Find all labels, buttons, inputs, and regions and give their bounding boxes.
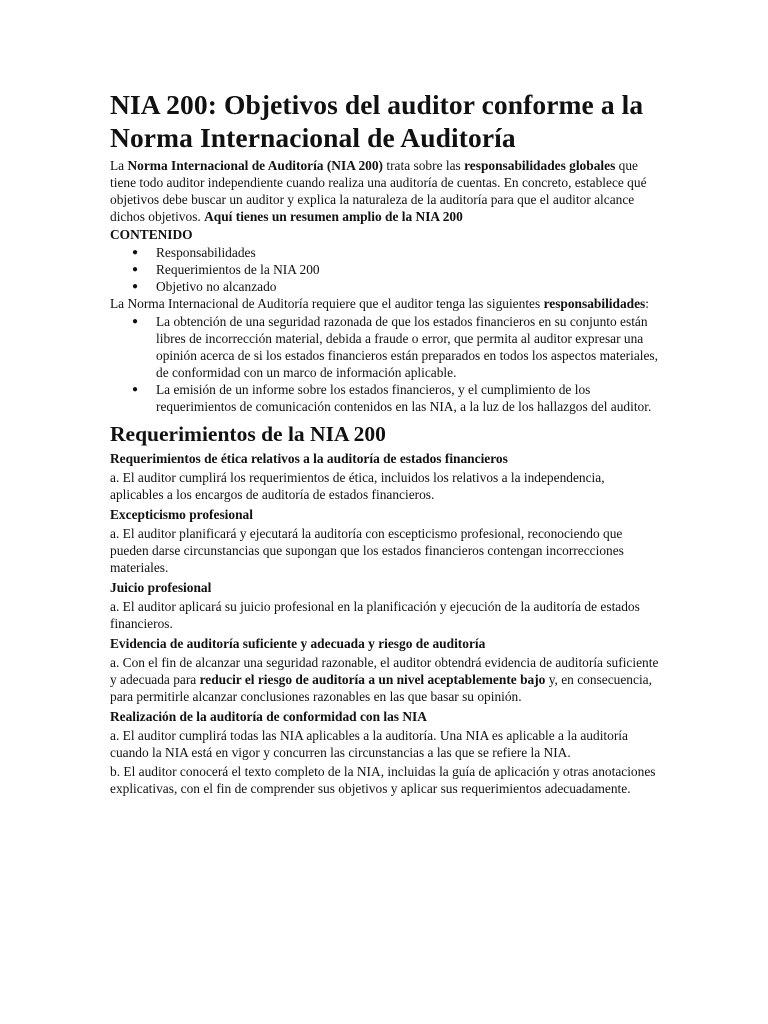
paragraph-realizacion-b: b. El auditor conocerá el texto completo de la NIA, incluidas la guía de aplicación y otras anotaciones explicativas, con el fin de comprender sus objetivos y aplicar sus requerimientos adecuadamente. [110, 764, 656, 796]
subheading-escepticismo: Excepticismo profesional [110, 507, 253, 522]
intro-bold-responsabilidades: responsabilidades globales [464, 158, 616, 173]
subheading-juicio: Juicio profesional [110, 580, 212, 595]
paragraph-etica: a. El auditor cumplirá los requerimientos de ética, incluidos los relativos a la independencia, aplicables a los encargos de auditoría de estados financieros. [110, 470, 605, 502]
bullet-icon: ● [132, 264, 139, 275]
paragraph-escepticismo: a. El auditor planificará y ejecutará la auditoría con escepticismo profesional, reconociendo que pueden darse circunstancias que supongan que los estados financieros contengan incorrecciones materiales. [110, 526, 624, 575]
page-title: NIA 200: Objetivos del auditor conforme a la Norma Internacional de Auditoría [110, 89, 644, 153]
responsabilidades-intro: La Norma Internacional de Auditoría requiere que el auditor tenga las siguientes responsabilidades: [110, 296, 650, 311]
intro-text-2: trata sobre las [383, 158, 465, 173]
paragraph-juicio: a. El auditor aplicará su juicio profesional en la planificación y ejecución de la auditoría de estados financieros. [110, 599, 640, 631]
bold-reducir-riesgo: reducir el riesgo de auditoría a un nivel aceptablemente bajo [199, 672, 546, 687]
paragraph-evidencia: a. Con el fin de alcanzar una seguridad razonable, el auditor obtendrá evidencia de auditoría suficiente y adecuada para reducir el riesgo de auditoría a un nivel aceptablemente bajo y, en consecuencia, para permitirle alcanzar conclusiones razonables en las que basar su opinión. [110, 655, 659, 704]
contenido-item[interactable]: ● Objetivo no alcanzado [132, 279, 277, 294]
subheading-evidencia: Evidencia de auditoría suficiente y adecuada y riesgo de auditoría [110, 636, 486, 651]
paragraph-realizacion-a: a. El auditor cumplirá todas las NIA aplicables a la auditoría. Una NIA es aplicable a la auditoría cuando la NIA está en vigor y concurren las circunstancias a las que se refiere la NIA. [110, 728, 628, 760]
subheading-etica: Requerimientos de ética relativos a la auditoría de estados financieros [110, 451, 508, 466]
section-heading-requerimientos: Requerimientos de la NIA 200 [110, 422, 386, 446]
bullet-icon: ● [132, 316, 139, 327]
contenido-list [110, 244, 660, 295]
contenido-item[interactable]: ● Requerimientos de la NIA 200 [132, 262, 320, 277]
intro-text-1: La [110, 158, 128, 173]
bullet-icon: ● [132, 281, 139, 292]
responsabilidad-item: ● La obtención de una seguridad razonada de que los estados financieros en su conjunto están libres de incorrección material, debida a fraude o error, que permita al auditor expresar una opinión acerca de si los estados financieros están preparados en todos los aspectos materiales, de conformidad con un marco de información aplicable. [132, 314, 658, 380]
contenido-item[interactable]: ● Responsabilidades [132, 245, 256, 260]
intro-text-3: que tiene todo auditor independiente cuando realiza una auditoría de cuentas. En concreto, establece qué objetivos debe buscar un auditor y explica la naturaleza de la auditoría para que el auditor alcance dichos objetivos. [110, 158, 647, 224]
intro-bold-resumen: Aquí tienes un resumen amplio de la NIA 200 [204, 209, 463, 224]
bullet-icon: ● [132, 247, 139, 258]
contenido-heading: CONTENIDO [110, 227, 193, 242]
bullet-icon: ● [132, 384, 139, 395]
intro-bold-nia: Norma Internacional de Auditoría (NIA 200) [127, 158, 384, 173]
intro-paragraph [110, 157, 660, 225]
responsabilidad-item: ● La emisión de un informe sobre los estados financieros, y el cumplimiento de los requerimientos de comunicación contenidos en las NIA, a la luz de los hallazgos del auditor. [132, 382, 652, 414]
subheading-realizacion: Realización de la auditoría de conformidad con las NIA [110, 709, 427, 724]
responsabilidades-list [110, 313, 660, 415]
